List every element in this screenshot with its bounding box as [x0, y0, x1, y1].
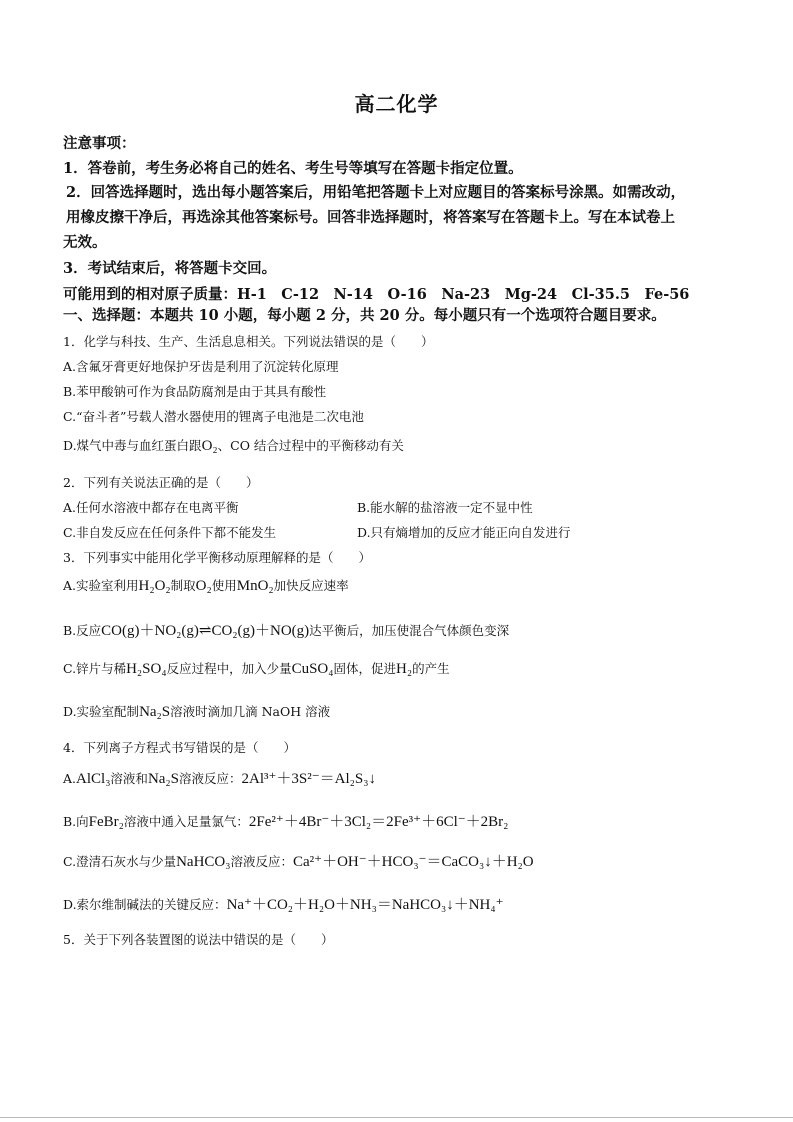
q4-b-equation: 2Fe²⁺＋4Br⁻＋3Cl₂＝2Fe³⁺＋6Cl⁻＋2Br₂: [248, 814, 509, 830]
q3-d-formula: Na₂S: [139, 704, 171, 720]
q3-c-pre: C.锌片与稀: [63, 661, 127, 676]
q3-b-post: 达平衡后，加压使混合气体颜色变深: [309, 623, 510, 638]
section-1-heading: 一、选择题：本题共 10 小题，每小题 2 分，共 20 分。每小题只有一个选项符合题目要求。: [63, 307, 666, 324]
q2-option-d: D.只有熵增加的反应才能正向自发进行: [357, 525, 571, 540]
q3-a-formula-3: MnO₂: [236, 578, 274, 594]
q3-a-formula-1: H₂O₂: [138, 578, 171, 594]
q1-d-formula: O₂: [201, 438, 218, 454]
q4-option-c: [63, 850, 534, 871]
q2-option-a: A.任何水溶液中都存在电离平衡: [63, 500, 239, 515]
q5-stem: 5．关于下列各装置图的说法中错误的是（ ）: [63, 932, 334, 947]
q1-d-pre: D.煤气中毒与血红蛋白跟: [63, 438, 202, 453]
q1-d-post: 、CO 结合过程中的平衡移动有关: [217, 438, 404, 453]
notice-item-3: 3．考试结束后，将答题卡交回。: [63, 260, 277, 277]
q4-c-formula: NaHCO₃: [176, 854, 231, 870]
q3-c-mid: 反应过程中，加入少量: [166, 661, 292, 676]
q4-b-pre: B.向: [63, 814, 89, 829]
q3-option-c: [63, 659, 450, 678]
q3-d-post: 溶液时滴加几滴 NaOH 溶液: [170, 704, 331, 719]
q4-a-mid2: 溶液反应：: [179, 771, 242, 786]
q4-c-pre: C.澄清石灰水与少量: [63, 854, 177, 869]
q3-c-formula-1: H₂SO₄: [126, 661, 167, 677]
q1-option-a: A.含氟牙膏更好地保护牙齿是利用了沉淀转化原理: [63, 359, 339, 374]
q1-option-c: C.“奋斗者”号载人潜水器使用的锂离子电池是二次电池: [63, 409, 364, 424]
q1-stem: 1．化学与科技、生产、生活息息相关。下列说法错误的是（ ）: [63, 334, 434, 349]
q3-c-post: 的产生: [412, 661, 450, 676]
q4-a-formula-1: AlCl₃: [76, 771, 111, 787]
q3-b-equation: CO(g)＋NO₂(g)⇌CO₂(g)＋NO(g): [101, 623, 310, 639]
q4-option-d: [63, 893, 504, 914]
q3-d-pre: D.实验室配制: [63, 704, 140, 719]
q4-d-pre: D.索尔维制碱法的关键反应：: [63, 897, 227, 912]
notice-item-2a: 2．回答选择题时，选出每小题答案后，用铅笔把答题卡上对应题目的答案标号涂黑。如需改动，: [66, 184, 686, 201]
q3-a-post: 加快反应速率: [273, 578, 349, 593]
q3-a-formula-2: O₂: [195, 578, 212, 594]
q3-c-formula-2: CuSO₄: [291, 661, 334, 677]
q3-option-a: [63, 576, 349, 595]
atomic-masses: 可能用到的相对原子质量：H-1 C-12 N-14 O-16 Na-23 Mg-24 Cl-35.5 Fe-56: [63, 286, 690, 303]
q2-stem: 2．下列有关说法正确的是（ ）: [63, 475, 259, 490]
q4-stem: 4．下列离子方程式书写错误的是（ ）: [63, 740, 296, 755]
q3-option-d: [63, 702, 330, 721]
q3-stem: 3．下列事实中能用化学平衡移动原理解释的是（ ）: [63, 550, 371, 565]
q4-b-mid: 溶液中通入足量氯气：: [123, 814, 249, 829]
q4-a-formula-2: Na₂S: [147, 771, 179, 787]
q3-c-mid2: 固体，促进: [333, 661, 397, 676]
q3-c-formula-3: H₂: [396, 661, 413, 677]
q3-b-pre: B.反应: [63, 623, 102, 638]
q3-a-mid2: 使用: [211, 578, 237, 593]
q2-option-b: B.能水解的盐溶液一定不显中性: [357, 500, 533, 515]
q1-option-d: [63, 436, 404, 455]
q2-option-c: C.非自发反应在任何条件下都不能发生: [63, 525, 277, 540]
q3-a-mid: 制取: [170, 578, 196, 593]
notice-heading: 注意事项：: [63, 135, 136, 152]
page-bottom-divider: [0, 1117, 793, 1118]
notice-item-2c: 无效。: [63, 234, 107, 251]
q4-d-equation: Na⁺＋CO₂＋H₂O＋NH₃＝NaHCO₃↓＋NH₄⁺: [226, 897, 504, 913]
q4-b-formula: FeBr₂: [88, 814, 124, 830]
notice-item-2b: 用橡皮擦干净后，再选涂其他答案标号。回答非选择题时，将答案写在答题卡上。写在本试卷上: [66, 209, 675, 226]
q4-a-pre: A.: [63, 771, 77, 786]
q4-c-mid: 溶液反应：: [230, 854, 293, 869]
notice-item-1: 1．答卷前，考生务必将自己的姓名、考生号等填写在答题卡指定位置。: [63, 160, 523, 177]
q4-c-equation: Ca²⁺＋OH⁻＋HCO₃⁻＝CaCO₃↓＋H₂O: [293, 854, 534, 870]
q4-option-b: [63, 810, 508, 831]
q4-a-mid: 溶液和: [110, 771, 148, 786]
q4-option-a: [63, 767, 376, 788]
page-title: 高二化学: [354, 92, 439, 116]
q1-option-b: B.苯甲酸钠可作为食品防腐剂是由于其具有酸性: [63, 384, 327, 399]
q3-option-b: [63, 619, 509, 640]
q3-a-pre: A.实验室利用: [63, 578, 139, 593]
q4-a-equation: 2Al³⁺＋3S²⁻＝Al₂S₃↓: [241, 771, 376, 787]
